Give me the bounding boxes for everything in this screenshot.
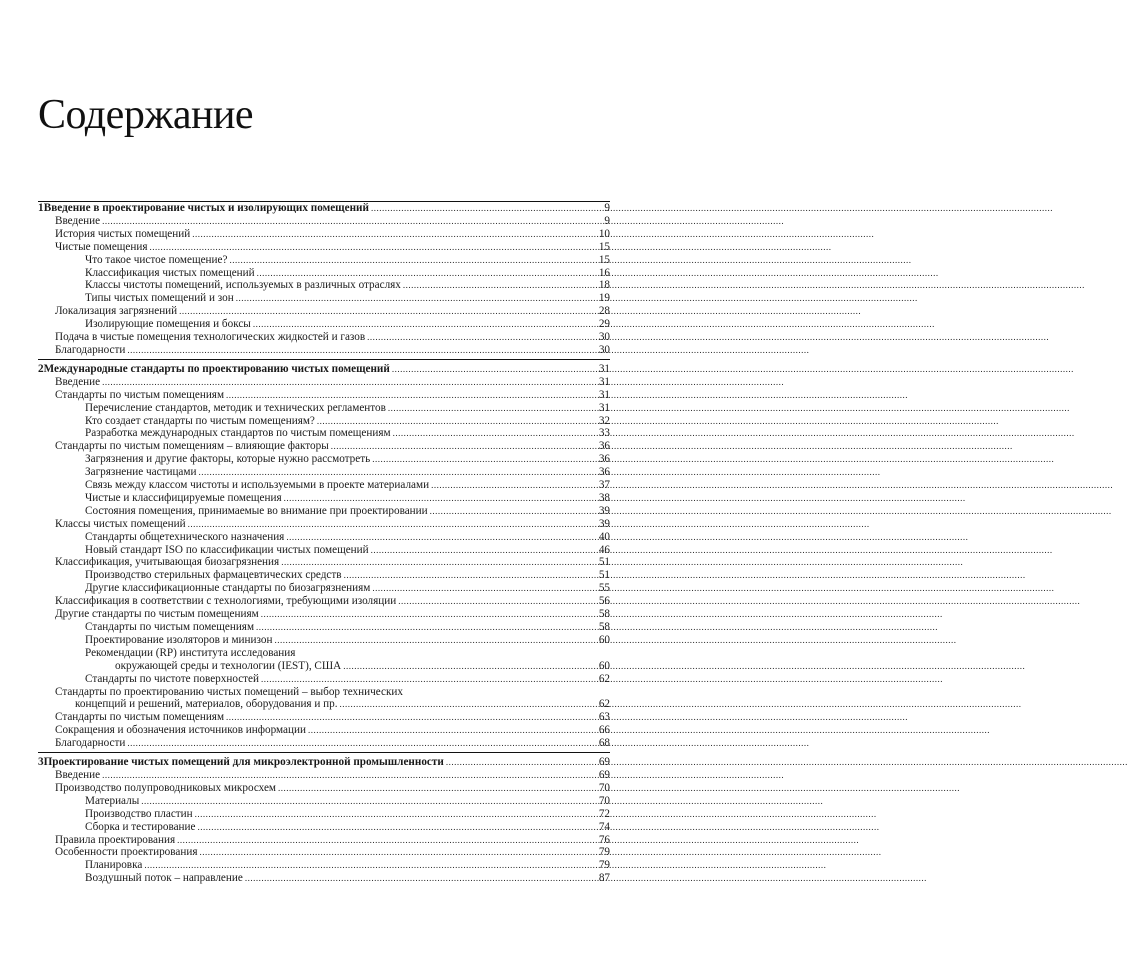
page-number: 55 — [598, 582, 610, 595]
page-number: 19 — [598, 292, 610, 305]
dot-leader — [392, 363, 597, 376]
toc-entry-text: Стандарты по чистым помещениям — [55, 388, 225, 401]
toc-entry[interactable] — [38, 769, 610, 782]
page-title: Содержание — [38, 92, 254, 138]
toc-entry-design-choice[interactable] — [38, 686, 610, 712]
dot-leader — [431, 479, 597, 492]
dot-leader — [102, 376, 597, 389]
chapter-entries — [38, 376, 610, 647]
page-number: 72 — [598, 807, 610, 820]
page-number: 16 — [598, 266, 610, 279]
dot-leader — [284, 492, 597, 505]
section-divider — [38, 752, 610, 753]
toc-entry[interactable] — [38, 344, 610, 357]
toc-entry[interactable] — [38, 724, 610, 737]
toc-entry-text: Правила проектирования — [55, 833, 176, 846]
dot-leader — [398, 595, 597, 608]
toc-entry-text: Материалы — [85, 794, 140, 807]
page-number: 63 — [598, 711, 610, 724]
table-of-contents — [38, 201, 610, 885]
toc-entry[interactable] — [38, 872, 610, 885]
toc-entry[interactable] — [38, 466, 610, 479]
toc-entry-text: Подача в чистые помещения технологических жидкостей и газов — [55, 331, 366, 344]
toc-entry[interactable] — [38, 808, 610, 821]
toc-entry-text: Новый стандарт ISO по классификации чистых помещений — [85, 543, 369, 556]
toc-entry-text: Стандарты по чистоте поверхностей — [85, 672, 260, 685]
toc-entry-text: Типы чистых помещений и зон — [85, 292, 234, 305]
toc-entry-text: Благодарности — [55, 737, 126, 750]
page-number: 60 — [598, 659, 610, 672]
toc-entry-text: Загрязнение частицами — [85, 466, 197, 479]
toc-entry-text: Локализация загрязнений — [55, 305, 178, 318]
dot-leader — [343, 660, 597, 673]
toc-entry[interactable] — [38, 331, 610, 344]
page-number: 51 — [598, 569, 610, 582]
dot-leader — [388, 402, 597, 415]
chapter-entries — [38, 673, 610, 686]
page-number: 60 — [598, 633, 610, 646]
toc-entry-text: Классы чистоты помещений, используемых в различных отраслях — [85, 279, 401, 292]
page-number: 66 — [598, 724, 610, 737]
toc-entry-text: Классы чистых помещений — [55, 517, 186, 530]
toc-entry-text: Перечисление стандартов, методик и технических регламентов — [85, 401, 386, 414]
toc-entry[interactable] — [38, 376, 610, 389]
toc-entry[interactable] — [38, 859, 610, 872]
page-number: 46 — [598, 543, 610, 556]
page-number: 36 — [598, 466, 610, 479]
page-number: 69 — [598, 768, 610, 781]
page-number: 76 — [598, 833, 610, 846]
dot-leader — [261, 673, 597, 686]
dot-leader — [226, 711, 597, 724]
page-number: 39 — [598, 504, 610, 517]
toc-entry-text: Другие классификационные стандарты по биозагрязнениям — [85, 582, 371, 595]
dot-leader — [253, 318, 597, 331]
dot-leader — [446, 756, 597, 769]
toc-entry[interactable] — [38, 215, 610, 228]
chapter-heading-3[interactable] — [38, 756, 610, 769]
page-number: 9 — [604, 214, 610, 227]
toc-entry[interactable] — [38, 621, 610, 634]
dot-leader — [371, 544, 597, 557]
page-number: 10 — [598, 227, 610, 240]
page-number: 36 — [598, 440, 610, 453]
toc-entry-text: Связь между классом чистоты и используемыми в проекте материалами — [85, 479, 430, 492]
page-number: 33 — [598, 427, 610, 440]
toc-entry[interactable] — [38, 795, 610, 808]
dot-leader — [198, 466, 596, 479]
toc-entry-text: Производство пластин — [85, 807, 193, 820]
chapter-title: Проектирование чистых помещений для микроэлектронной промышленности — [43, 756, 444, 769]
toc-entry[interactable] — [38, 279, 610, 292]
dot-leader — [286, 531, 596, 544]
toc-entry-text: Классификация чистых помещений — [85, 266, 255, 279]
toc-entry-text: Стандарты общетехнического назначения — [85, 530, 285, 543]
toc-entry[interactable] — [38, 389, 610, 402]
toc-entry-text: Изолирующие помещения и боксы — [85, 318, 251, 331]
toc-entry[interactable] — [38, 595, 610, 608]
toc-entry-text: Состояния помещения, принимаемые во внимание при проектировании — [85, 504, 428, 517]
toc-entry-text: Воздушный поток – направление — [85, 872, 243, 885]
dot-leader — [127, 344, 596, 357]
toc-entry[interactable] — [38, 415, 610, 428]
toc-entry[interactable] — [38, 673, 610, 686]
toc-entry[interactable] — [38, 737, 610, 750]
page-number: 38 — [598, 491, 610, 504]
toc-entry-text: Загрязнения и другие факторы, которые нужно рассмотреть — [85, 453, 371, 466]
toc-entry-text: История чистых помещений — [55, 227, 191, 240]
dot-leader — [372, 453, 597, 466]
toc-entry[interactable] — [38, 318, 610, 331]
toc-entry[interactable] — [38, 518, 610, 531]
page-number: 30 — [598, 343, 610, 356]
toc-entry-text: Разработка международных стандартов по чистым помещениям — [85, 427, 391, 440]
page-number: 30 — [598, 331, 610, 344]
toc-entry-text: Производство полупроводниковых микросхем — [55, 781, 277, 794]
dot-leader — [257, 267, 597, 280]
chapter-entries — [38, 711, 610, 750]
toc-entry-text: окружающей среды и технологии (IEST), США — [115, 659, 342, 672]
toc-entry[interactable] — [38, 402, 610, 415]
dot-leader — [236, 292, 597, 305]
toc-entry-text: Особенности проектирования — [55, 846, 198, 859]
page-number: 56 — [598, 595, 610, 608]
dot-leader — [198, 821, 597, 834]
page-number: 31 — [598, 375, 610, 388]
chapter-title: Международные стандарты по проектированию чистых помещений — [43, 362, 390, 375]
page-number: 62 — [598, 698, 610, 711]
dot-leader — [331, 440, 597, 453]
toc-entry-text: Стандарты по чистым помещениям — [55, 711, 225, 724]
toc-entry[interactable] — [38, 505, 610, 518]
page-number: 68 — [598, 737, 610, 750]
toc-entry[interactable] — [38, 479, 610, 492]
toc-entry-text: Введение — [55, 768, 101, 781]
dot-leader — [340, 698, 597, 711]
toc-entry[interactable] — [38, 453, 610, 466]
page-number: 62 — [598, 672, 610, 685]
dot-leader — [226, 389, 597, 402]
page-number: 15 — [598, 253, 610, 266]
toc-entry-text: Благодарности — [55, 343, 126, 356]
page-number: 28 — [598, 305, 610, 318]
toc-entry[interactable] — [38, 305, 610, 318]
toc-entry-text: Планировка — [85, 859, 143, 872]
toc-entry[interactable] — [38, 254, 610, 267]
toc-entry-text: Рекомендации (RP) института исследования — [85, 646, 296, 659]
toc-entry[interactable] — [38, 782, 610, 795]
toc-entry[interactable] — [38, 834, 610, 847]
toc-entry-text: Производство стерильных фармацевтических средств — [85, 569, 342, 582]
chapter-heading-2[interactable] — [38, 363, 610, 376]
toc-entry[interactable] — [38, 846, 610, 859]
toc-entry-text: Стандарты по чистым помещениям – влияющие факторы — [55, 440, 329, 453]
toc-entry[interactable] — [38, 544, 610, 557]
toc-entry-text: Классификация, учитывающая биозагрязнения — [55, 556, 280, 569]
page-number: 37 — [598, 479, 610, 492]
dot-leader — [195, 808, 597, 821]
page-number: 31 — [598, 362, 610, 375]
toc-entry-text: Проектирование изоляторов и минизон — [85, 633, 273, 646]
toc-entry-text: Стандарты по проектированию чистых помещений – выбор технических — [55, 685, 403, 698]
dot-leader — [308, 724, 597, 737]
toc-entry[interactable] — [38, 821, 610, 834]
dot-leader — [344, 569, 597, 582]
toc-entry-text: Введение — [55, 375, 101, 388]
dot-leader — [317, 415, 597, 428]
toc-entry[interactable] — [38, 569, 610, 582]
page-number: 36 — [598, 453, 610, 466]
dot-leader — [102, 215, 602, 228]
page-number: 87 — [598, 872, 610, 885]
toc-entry[interactable] — [38, 608, 610, 621]
section-divider — [38, 359, 610, 360]
chapter-number: 2 — [38, 362, 44, 375]
page-number: 31 — [598, 401, 610, 414]
toc-entry[interactable] — [38, 711, 610, 724]
toc-entry[interactable] — [38, 427, 610, 440]
page-number: 18 — [598, 279, 610, 292]
dot-leader — [367, 331, 597, 344]
dot-leader — [371, 202, 602, 215]
dot-leader — [393, 427, 597, 440]
dot-leader — [144, 859, 597, 872]
toc-entry-text: Другие стандарты по чистым помещениям — [55, 608, 259, 621]
toc-entry-text: Чистые помещения — [55, 240, 148, 253]
dot-leader — [177, 834, 597, 847]
toc-entry-text: Что такое чистое помещение? — [85, 253, 228, 266]
page-number: 29 — [598, 318, 610, 331]
page-number: 31 — [598, 388, 610, 401]
dot-leader — [403, 279, 597, 292]
page-number: 9 — [604, 202, 610, 214]
dot-leader — [192, 228, 597, 241]
dot-leader — [256, 621, 597, 634]
dot-leader — [281, 556, 597, 569]
page-number: 69 — [598, 756, 610, 769]
toc-entry-text: Классификация в соответствии с технологиями, требующими изоляции — [55, 595, 397, 608]
dot-leader — [188, 518, 597, 531]
dot-leader — [127, 737, 596, 750]
toc-entry[interactable] — [38, 531, 610, 544]
toc-entry-text: концепций и решений, материалов, оборудования и пр. — [75, 698, 338, 711]
chapter-number: 1 — [38, 202, 44, 214]
page-number: 51 — [598, 556, 610, 569]
page-number: 58 — [598, 621, 610, 633]
dot-leader — [372, 582, 596, 595]
toc-entry[interactable] — [38, 556, 610, 569]
dot-leader — [274, 634, 596, 647]
chapter-number: 3 — [38, 756, 44, 769]
toc-entry-text: Сборка и тестирование — [85, 820, 196, 833]
dot-leader — [278, 782, 597, 795]
page-number: 74 — [598, 820, 610, 833]
toc-entry-text: Стандарты по чистым помещениям — [85, 621, 255, 633]
page-number: 32 — [598, 414, 610, 427]
toc-entry[interactable] — [38, 492, 610, 505]
toc-entry[interactable] — [38, 241, 610, 254]
dot-leader — [199, 846, 596, 859]
page-number: 70 — [598, 794, 610, 807]
toc-entry-text: Сокращения и обозначения источников информации — [55, 724, 306, 737]
toc-entry[interactable] — [38, 267, 610, 280]
dot-leader — [179, 305, 597, 318]
toc-entry-rp[interactable] — [38, 647, 610, 673]
dot-leader — [245, 872, 597, 885]
toc-entry[interactable] — [38, 292, 610, 305]
toc-entry-text: Введение — [55, 214, 101, 227]
page-number: 39 — [598, 517, 610, 530]
page-number: 15 — [598, 240, 610, 253]
page-number: 79 — [598, 859, 610, 872]
dot-leader — [430, 505, 597, 518]
page-number: 58 — [598, 608, 610, 621]
page-number: 79 — [598, 846, 610, 859]
toc-entry-text: Кто создает стандарты по чистым помещениям? — [85, 414, 315, 427]
toc-entry[interactable] — [38, 440, 610, 453]
chapter-title: Введение в проектирование чистых и изолирующих помещений — [43, 202, 369, 214]
toc-entry-text: Чистые и классифицируемые помещения — [85, 491, 282, 504]
toc-entry[interactable] — [38, 582, 610, 595]
chapter-heading-1[interactable] — [38, 202, 610, 215]
chapter-entries — [38, 769, 610, 885]
toc-entry[interactable] — [38, 634, 610, 647]
page-number: 40 — [598, 530, 610, 543]
dot-leader — [150, 241, 597, 254]
dot-leader — [102, 769, 597, 782]
dot-leader — [141, 795, 597, 808]
toc-entry[interactable] — [38, 228, 610, 241]
dot-leader — [261, 608, 597, 621]
chapter-entries — [38, 215, 610, 357]
page-number: 70 — [598, 781, 610, 794]
dot-leader — [229, 254, 596, 267]
